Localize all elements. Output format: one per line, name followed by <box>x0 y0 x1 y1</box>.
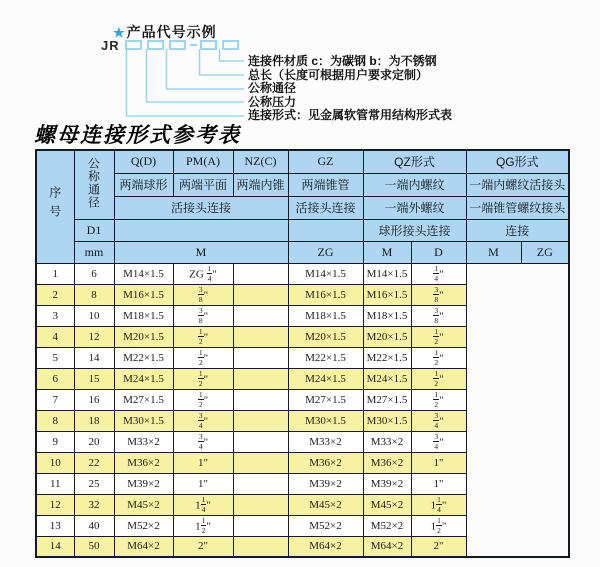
cell-mm: 50 <box>74 536 114 557</box>
cell-mm: 20 <box>74 431 114 452</box>
cell-gz-taper: $\frac{3}{8}$ " <box>173 284 233 305</box>
header-qz-unit-d: D <box>411 241 466 263</box>
cell-seq: 1 <box>36 263 74 284</box>
header-qz-row3: 一端外螺纹 <box>363 196 466 219</box>
cell-qg-zg: 2" <box>411 536 466 557</box>
header-qz-code: QZ形式 <box>363 150 466 173</box>
cell-seq: 7 <box>36 389 74 410</box>
table-row <box>36 347 569 368</box>
cell-mm: 14 <box>74 347 114 368</box>
header-qz-row4: 球形接头连接 <box>363 219 466 241</box>
cell-m-thread: M22×1.5 <box>114 347 173 368</box>
cell-qg-m: M52×2 <box>363 515 411 536</box>
header-pm-code: PM(A) <box>173 150 233 173</box>
cell-mm: 8 <box>74 284 114 305</box>
table-row <box>36 263 569 284</box>
header-pm-desc: 两端平面 <box>173 173 233 196</box>
cell-qg-zg: 1 $\frac{1}{2}$ " <box>411 515 466 536</box>
cell-m-thread: M20×1.5 <box>114 326 173 347</box>
cell-gz-taper: ZG $\frac{1}{4}$ " <box>173 263 233 284</box>
table-row <box>36 536 569 557</box>
header-qg-row4: 连接 <box>466 219 569 241</box>
table-row <box>36 515 569 536</box>
header-gz-row3: 活接头连接 <box>288 196 363 219</box>
header-qg-row3: 一端锥管螺纹接头 <box>466 196 569 219</box>
table-row <box>36 305 569 326</box>
cell-mm: 6 <box>74 263 114 284</box>
header-q-desc: 两端球形 <box>114 173 173 196</box>
cell-qg-zg: 1" <box>411 473 466 494</box>
cell-qg-m: M45×2 <box>363 494 411 515</box>
table-row <box>36 410 569 431</box>
table-header <box>36 150 569 263</box>
cell-qg-zg: $\frac{3}{8}$ " <box>411 284 466 305</box>
cell-qz-d: M36×2 <box>288 452 363 473</box>
cell-qg-zg: $\frac{1}{2}$ " <box>411 347 466 368</box>
cell-qg-zg: 1 $\frac{1}{4}$ " <box>411 494 466 515</box>
header-qg-code: QG形式 <box>466 150 569 173</box>
label-nominal-diameter: 公称通径 <box>248 81 297 96</box>
cell-qz-m <box>233 410 288 431</box>
cell-qz-d: M20×1.5 <box>288 326 363 347</box>
header-m-unit: M <box>114 241 288 263</box>
cell-qz-m <box>233 284 288 305</box>
cell-qg-m: M14×1.5 <box>363 263 411 284</box>
cell-mm: 18 <box>74 410 114 431</box>
cell-seq: 14 <box>36 536 74 557</box>
cell-qz-m <box>233 473 288 494</box>
star-icon: ★ <box>113 25 126 40</box>
table-row <box>36 389 569 410</box>
label-material: 连接件材质 c：为碳钢 b：为不锈钢 <box>248 54 437 68</box>
cell-qz-m <box>233 431 288 452</box>
table-row <box>36 368 569 389</box>
cell-qz-d: M27×1.5 <box>288 389 363 410</box>
cell-qz-m <box>233 305 288 326</box>
table-row <box>36 494 569 515</box>
header-qg-unit-m: M <box>466 241 521 263</box>
cell-m-thread: M27×1.5 <box>114 389 173 410</box>
diagram-labels <box>248 55 452 123</box>
cell-qz-d: M33×2 <box>288 431 363 452</box>
cell-qz-m <box>233 326 288 347</box>
cell-seq: 10 <box>36 452 74 473</box>
cell-seq: 4 <box>36 326 74 347</box>
cell-seq: 13 <box>36 515 74 536</box>
cell-seq: 2 <box>36 284 74 305</box>
code-box-total-length <box>200 40 217 50</box>
cell-qz-m <box>233 389 288 410</box>
cell-m-thread: M16×1.5 <box>114 284 173 305</box>
cell-qz-d: M45×2 <box>288 494 363 515</box>
cell-m-thread: M52×2 <box>114 515 173 536</box>
cell-seq: 3 <box>36 305 74 326</box>
cell-qg-m: M33×2 <box>363 431 411 452</box>
product-code-prefix: JR <box>101 37 120 53</box>
cell-gz-taper: $\frac{1}{2}$ " <box>173 326 233 347</box>
header-d1: D1 <box>74 219 114 241</box>
cell-mm: 10 <box>74 305 114 326</box>
cell-qz-m <box>233 494 288 515</box>
code-box-nominal-pressure <box>147 40 164 50</box>
table-row <box>36 431 569 452</box>
cell-mm: 25 <box>74 473 114 494</box>
cell-qg-zg: $\frac{1}{2}$ " <box>411 368 466 389</box>
cell-gz-taper: 1" <box>173 473 233 494</box>
cell-mm: 16 <box>74 389 114 410</box>
cell-seq: 12 <box>36 494 74 515</box>
cell-qg-m: M24×1.5 <box>363 368 411 389</box>
header-qz-row2: 一端内螺纹 <box>363 173 466 196</box>
cell-qg-m: M64×2 <box>363 536 411 557</box>
cell-m-thread: M33×2 <box>114 431 173 452</box>
cell-qz-d: M18×1.5 <box>288 305 363 326</box>
cell-gz-taper: 1 $\frac{1}{2}$ " <box>173 515 233 536</box>
cell-seq: 5 <box>36 347 74 368</box>
cell-gz-taper: 1 $\frac{1}{4}$ " <box>173 494 233 515</box>
cell-m-thread: M30×1.5 <box>114 410 173 431</box>
header-seq: 序号 <box>36 150 74 263</box>
cell-qz-m <box>233 368 288 389</box>
cell-qg-zg: $\frac{1}{2}$ " <box>411 326 466 347</box>
cell-m-thread: M18×1.5 <box>114 305 173 326</box>
cell-gz-taper: $\frac{3}{8}$ " <box>173 305 233 326</box>
cell-gz-taper: $\frac{3}{4}$ " <box>173 431 233 452</box>
code-box-material <box>222 40 239 50</box>
cell-m-thread: M24×1.5 <box>114 368 173 389</box>
cell-qz-m <box>233 515 288 536</box>
code-dash <box>190 44 197 46</box>
cell-qg-zg: 1" <box>411 452 466 473</box>
cell-qz-d: M16×1.5 <box>288 284 363 305</box>
header-gz-desc: 两端锥管 <box>288 173 363 196</box>
code-box-nominal-diameter <box>169 40 186 50</box>
cell-m-thread: M64×2 <box>114 536 173 557</box>
cell-qg-m: M36×2 <box>363 452 411 473</box>
cell-gz-taper: 2" <box>173 536 233 557</box>
cell-qz-m <box>233 536 288 557</box>
cell-qg-m: M30×1.5 <box>363 410 411 431</box>
header-mm: mm <box>74 241 114 263</box>
code-box-connection-form <box>125 40 142 50</box>
cell-qg-zg: $\frac{3}{4}$ " <box>411 410 466 431</box>
nut-connection-table <box>35 149 570 558</box>
header-gz-code: GZ <box>288 150 363 173</box>
cell-qg-zg: $\frac{1}{2}$ " <box>411 389 466 410</box>
header-empty-gz <box>288 219 363 241</box>
cell-mm: 32 <box>74 494 114 515</box>
cell-seq: 6 <box>36 368 74 389</box>
cell-qg-m: M18×1.5 <box>363 305 411 326</box>
cell-qg-m: M20×1.5 <box>363 326 411 347</box>
table-row <box>36 284 569 305</box>
cell-gz-taper: $\frac{3}{4}$ " <box>173 410 233 431</box>
cell-m-thread: M45×2 <box>114 494 173 515</box>
cell-m-thread: M39×2 <box>114 473 173 494</box>
header-qz-unit-m: M <box>363 241 411 263</box>
cell-gz-taper: $\frac{1}{2}$ " <box>173 347 233 368</box>
cell-qz-d: M22×1.5 <box>288 347 363 368</box>
table-row <box>36 326 569 347</box>
cell-qg-zg: $\frac{1}{4}$ " <box>411 263 466 284</box>
cell-m-thread: M36×2 <box>114 452 173 473</box>
cell-m-thread: M14×1.5 <box>114 263 173 284</box>
cell-seq: 9 <box>36 431 74 452</box>
cell-qz-d: M14×1.5 <box>288 263 363 284</box>
table-row <box>36 473 569 494</box>
cell-gz-taper: 1" <box>173 452 233 473</box>
cell-qz-d: M39×2 <box>288 473 363 494</box>
cell-mm: 15 <box>74 368 114 389</box>
cell-qz-m <box>233 347 288 368</box>
table-row <box>36 452 569 473</box>
cell-qg-zg: $\frac{3}{8}$ " <box>411 305 466 326</box>
header-nominal-diameter: 公称通径 <box>74 150 114 219</box>
header-qg-row2: 一端内螺纹活接头 <box>466 173 569 196</box>
cell-qg-m: M39×2 <box>363 473 411 494</box>
product-code-row <box>101 39 242 51</box>
cell-qg-zg: $\frac{3}{4}$ " <box>411 431 466 452</box>
header-union-connection: 活接头连接 <box>114 196 288 219</box>
cell-mm: 22 <box>74 452 114 473</box>
cell-mm: 12 <box>74 326 114 347</box>
label-nominal-pressure: 公称压力 <box>248 94 297 109</box>
label-total-length: 总长（长度可根据用户要求定制） <box>248 67 429 82</box>
cell-gz-taper: $\frac{1}{2}$ " <box>173 389 233 410</box>
cell-qg-m: M16×1.5 <box>363 284 411 305</box>
label-connection-form: 连接形式：见金属软管常用结构形式表 <box>248 108 453 123</box>
header-nz-desc: 两端内锥 <box>233 173 288 196</box>
header-q-code: Q(D) <box>114 150 173 173</box>
diagram-heading-text: 产品代号示例 <box>126 24 217 40</box>
table-body <box>36 263 569 557</box>
header-gz-unit: ZG <box>288 241 363 263</box>
cell-gz-taper: $\frac{1}{2}$ " <box>173 368 233 389</box>
cell-qz-d: M30×1.5 <box>288 410 363 431</box>
cell-qz-d: M64×2 <box>288 536 363 557</box>
header-empty-left <box>114 219 288 241</box>
cell-qz-m <box>233 452 288 473</box>
cell-qg-m: M27×1.5 <box>363 389 411 410</box>
table-title: 螺母连接形式参考表 <box>34 122 241 147</box>
header-qg-unit-zg: ZG <box>521 241 569 263</box>
cell-mm: 40 <box>74 515 114 536</box>
cell-seq: 8 <box>36 410 74 431</box>
cell-seq: 11 <box>36 473 74 494</box>
header-nz-code: NZ(C) <box>233 150 288 173</box>
cell-qz-d: M24×1.5 <box>288 368 363 389</box>
cell-qz-d: M52×2 <box>288 515 363 536</box>
cell-qz-m <box>233 263 288 284</box>
cell-qg-m: M22×1.5 <box>363 347 411 368</box>
